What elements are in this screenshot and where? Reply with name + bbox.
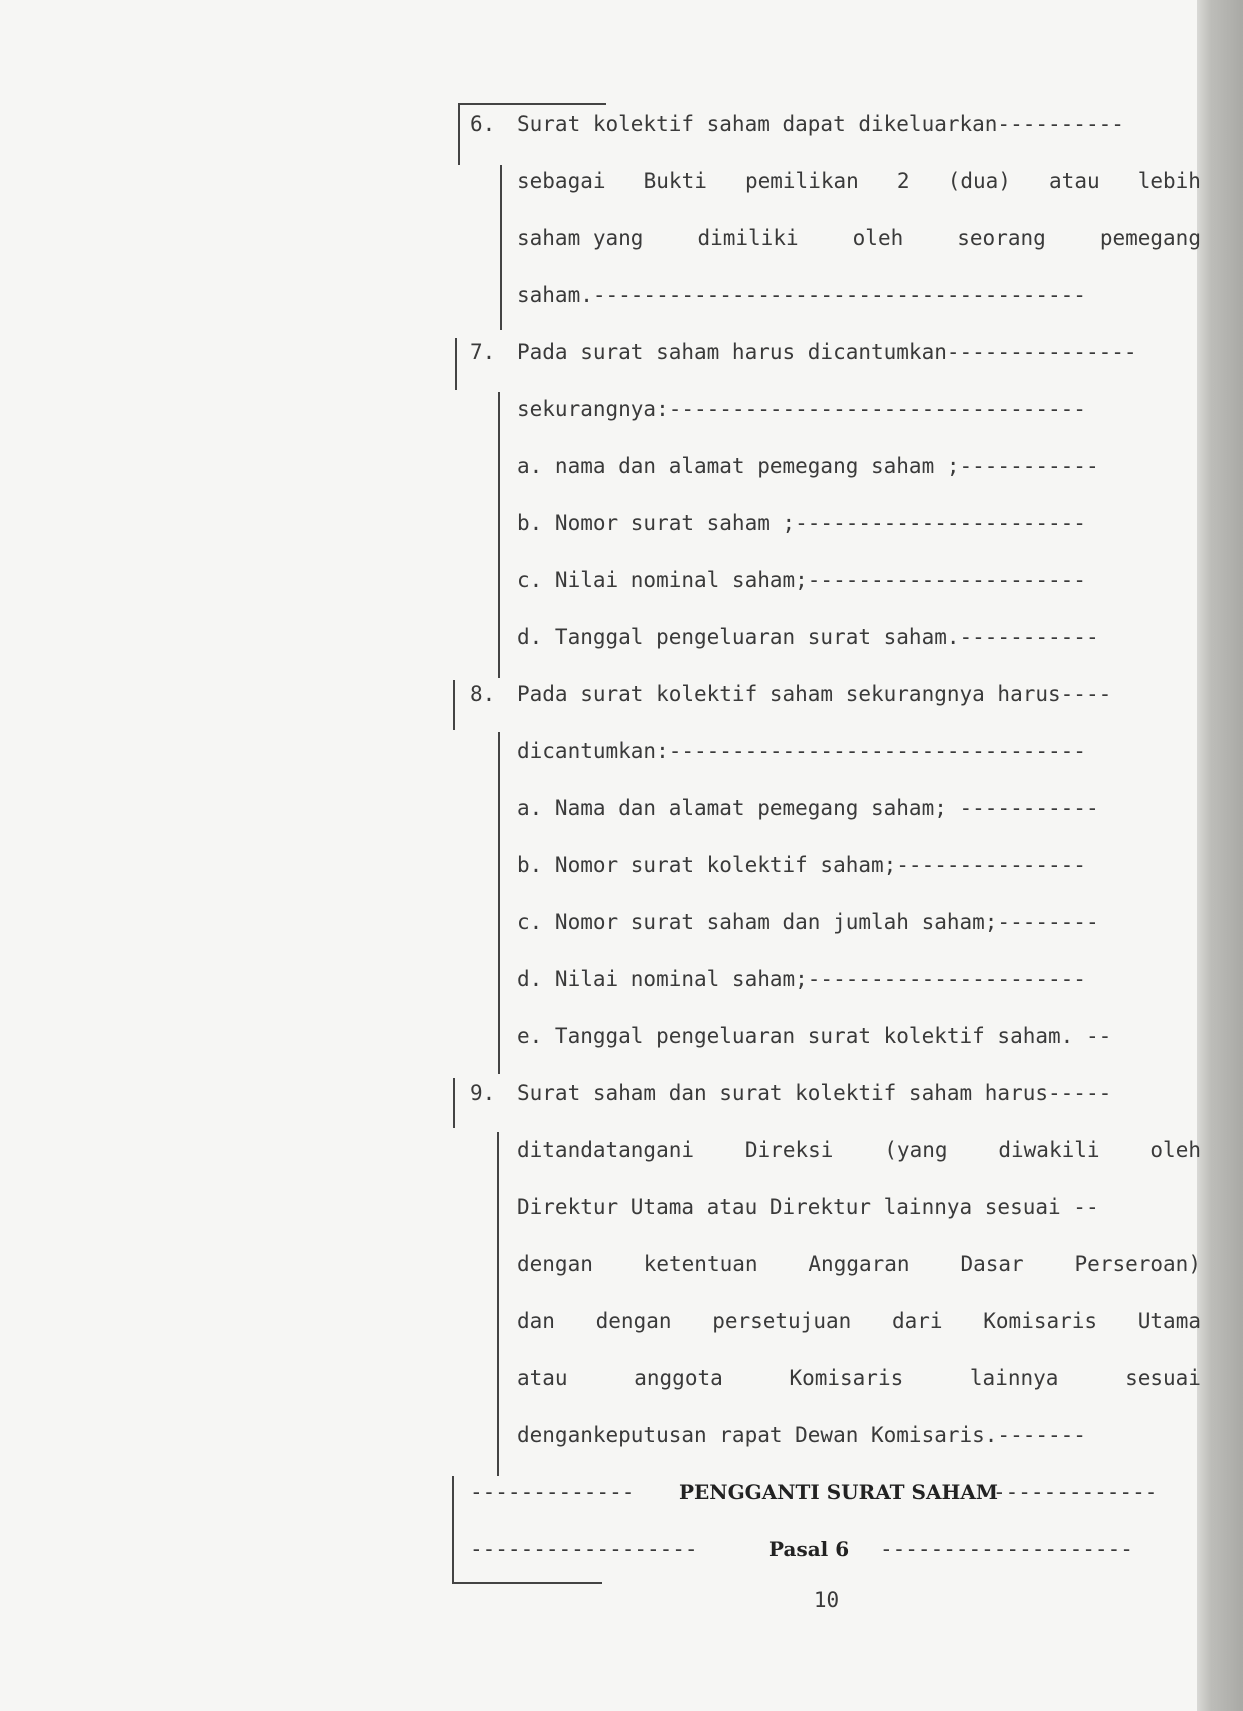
word: persetujuan — [712, 1309, 852, 1333]
item-6-line-3 — [0, 223, 1243, 253]
word: Bukti — [643, 169, 707, 193]
item-text: b. Nomor surat kolektif saham;--------------- — [517, 853, 1086, 877]
item-number: 8. — [470, 682, 496, 706]
word: ketentuan — [643, 1252, 758, 1276]
word: sesuai — [1125, 1366, 1201, 1390]
word: Dasar — [960, 1252, 1024, 1276]
item-text: c. Nomor surat saham dan jumlah saham;-------- — [517, 910, 1099, 934]
item-text: a. Nama dan alamat pemegang saham; ----------- — [517, 796, 1099, 820]
word: lebih — [1137, 169, 1201, 193]
item-text: d. Tanggal pengeluaran surat saham.----------- — [517, 625, 1099, 649]
item-9-line-6 — [0, 1363, 1243, 1393]
word: atau — [1049, 169, 1100, 193]
item-9-line-3 — [0, 1192, 1243, 1222]
item-number: 9. — [470, 1081, 496, 1105]
margin-mark-6-top — [458, 103, 606, 105]
word: Direksi — [744, 1138, 834, 1162]
word: dari — [891, 1309, 943, 1333]
word: lainnya — [969, 1366, 1059, 1390]
item-8-line-7 — [0, 1021, 1243, 1051]
item-7-line-4 — [0, 508, 1243, 538]
rule-dashes: -------------------- — [880, 1537, 1133, 1561]
word: dengan — [595, 1309, 672, 1333]
item-text: dicantumkan:--------------------------------- — [517, 739, 1086, 763]
item-text: Surat kolektif saham dapat dikeluarkan---------- — [517, 112, 1124, 136]
item-number: 7. — [470, 340, 496, 364]
item-8-line-5 — [0, 907, 1243, 937]
item-text: Pada surat kolektif saham sekurangnya harus---- — [517, 682, 1112, 706]
word: (dua) — [947, 169, 1011, 193]
item-text: Pada surat saham harus dicantumkan--------------- — [517, 340, 1137, 364]
item-9-line-1 — [0, 1078, 1243, 1108]
item-text: dengankeputusan rapat Dewan Komisaris.------- — [517, 1423, 1086, 1447]
item-9-line-4 — [0, 1249, 1243, 1279]
word: Komisaris — [983, 1309, 1098, 1333]
item-text: e. Tanggal pengeluaran surat kolektif saham. -- — [517, 1024, 1112, 1048]
item-text: Direktur Utama atau Direktur lainnya sesuai -- — [517, 1195, 1099, 1219]
word: saham yang — [517, 226, 644, 250]
item-number: 6. — [470, 112, 496, 136]
item-text: sekurangnya:--------------------------------- — [517, 397, 1086, 421]
item-7-line-1 — [0, 337, 1243, 367]
word: 2 — [896, 169, 910, 193]
word: dan — [517, 1309, 555, 1333]
item-8-line-2 — [0, 736, 1243, 766]
item-text: b. Nomor surat saham ;----------------------- — [517, 511, 1086, 535]
item-7-line-2 — [0, 394, 1243, 424]
item-9-line-7 — [0, 1420, 1243, 1450]
word: (yang — [884, 1138, 948, 1162]
word: oleh — [852, 226, 904, 250]
margin-mark-bottom — [452, 1582, 602, 1584]
item-7-line-6 — [0, 622, 1243, 652]
item-8-line-4 — [0, 850, 1243, 880]
item-9-line-2 — [0, 1135, 1243, 1165]
word: sebagai — [517, 169, 606, 193]
item-text: saham.--------------------------------------- — [517, 283, 1086, 307]
section-title — [0, 1477, 1243, 1507]
item-8-line-6 — [0, 964, 1243, 994]
item-6-line-1 — [0, 109, 1243, 139]
item-7-line-5 — [0, 565, 1243, 595]
rule-dashes: ------------- — [470, 1480, 635, 1504]
word: pemilikan — [744, 169, 859, 193]
rule-dashes: ------------- — [993, 1480, 1158, 1504]
word: dengan — [517, 1252, 593, 1276]
word: ditandatangani — [517, 1138, 695, 1162]
rule-dashes: ------------------ — [470, 1537, 698, 1561]
word: diwakili — [998, 1138, 1100, 1162]
item-6-line-4 — [0, 280, 1243, 310]
item-text: d. Nilai nominal saham;---------------------- — [517, 967, 1086, 991]
word: Anggaran — [808, 1252, 910, 1276]
word: Komisaris — [789, 1366, 904, 1390]
section-heading: PENGGANTI SURAT SAHAM — [679, 1480, 999, 1504]
word: dimiliki — [697, 226, 799, 250]
item-9-line-5 — [0, 1306, 1243, 1336]
word: anggota — [634, 1366, 723, 1390]
item-text: a. nama dan alamat pemegang saham ;----------- — [517, 454, 1099, 478]
item-8-line-3 — [0, 793, 1243, 823]
word: atau — [517, 1366, 568, 1390]
item-6-line-2 — [0, 166, 1243, 196]
item-text: Surat saham dan surat kolektif saham harus----- — [517, 1081, 1112, 1105]
article-heading: Pasal 6 — [769, 1537, 850, 1561]
item-7-line-3 — [0, 451, 1243, 481]
word: seorang — [957, 226, 1046, 250]
item-text: c. Nilai nominal saham;---------------------- — [517, 568, 1086, 592]
item-8-line-1 — [0, 679, 1243, 709]
word: pemegang — [1099, 226, 1201, 250]
article-title — [0, 1534, 1243, 1564]
word: Perseroan) — [1074, 1252, 1201, 1276]
page-number: 10 — [813, 1588, 840, 1612]
word: Utama — [1137, 1309, 1201, 1333]
word: oleh — [1150, 1138, 1201, 1162]
